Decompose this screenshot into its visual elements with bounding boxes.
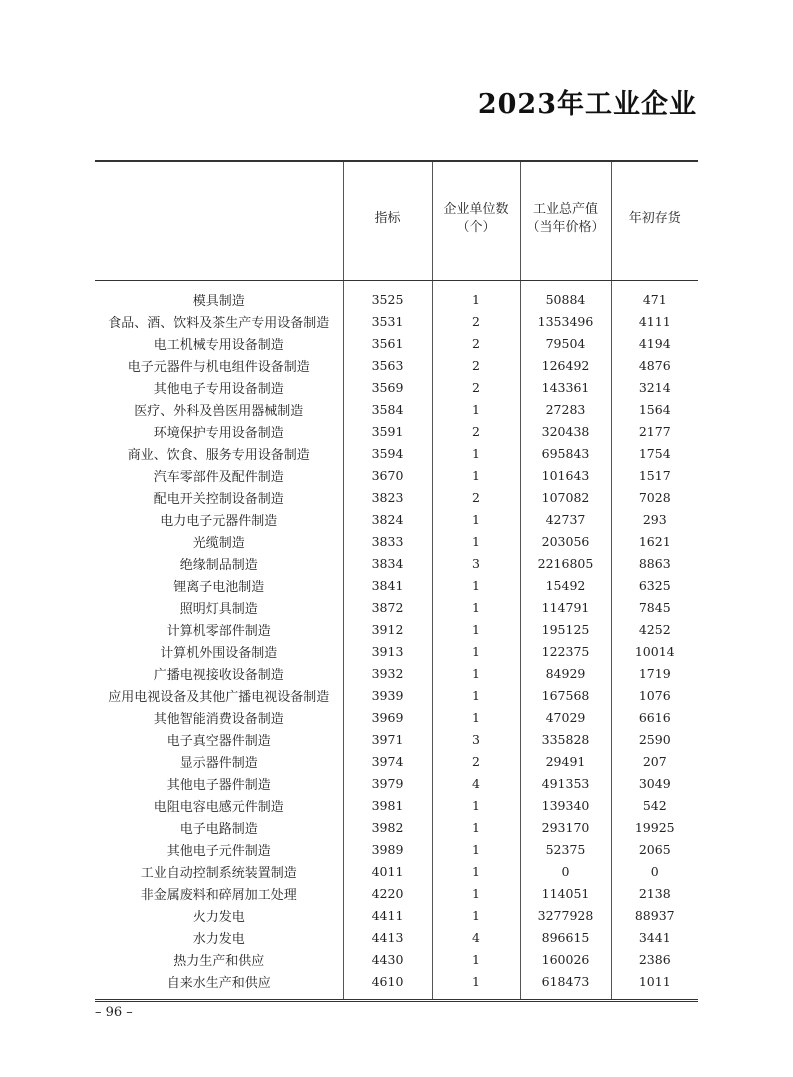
header-output-line2: （当年价格） <box>526 220 605 235</box>
row-output: 618473 <box>520 970 611 992</box>
row-output: 52375 <box>520 838 611 860</box>
row-name: 照明灯具制造 <box>179 601 258 617</box>
table-row <box>95 552 698 574</box>
row-inventory: 1517 <box>611 464 698 486</box>
row-units: 1 <box>432 640 520 662</box>
row-output: 47029 <box>520 706 611 728</box>
table-row <box>95 926 698 948</box>
table-row <box>95 882 698 904</box>
row-code: 3979 <box>343 772 432 794</box>
row-code: 3525 <box>343 288 432 310</box>
industry-table <box>95 160 698 1002</box>
table-row <box>95 728 698 750</box>
row-inventory: 4876 <box>611 354 698 376</box>
row-name: 锂离子电池制造 <box>173 579 265 595</box>
row-units: 2 <box>432 420 520 442</box>
row-output: 101643 <box>520 464 611 486</box>
row-name: 水力发电 <box>192 931 245 947</box>
row-name: 其他电子器件制造 <box>166 777 271 793</box>
row-inventory: 1011 <box>611 970 698 992</box>
page-number: – 96 – <box>95 1005 133 1020</box>
row-units: 1 <box>432 816 520 838</box>
row-code: 3982 <box>343 816 432 838</box>
row-name: 食品、酒、饮料及茶生产专用设备制造 <box>108 315 330 331</box>
row-code: 3932 <box>343 662 432 684</box>
table-row <box>95 772 698 794</box>
row-units: 1 <box>432 662 520 684</box>
row-inventory: 7028 <box>611 486 698 508</box>
header-units <box>432 161 520 281</box>
row-output: 114051 <box>520 882 611 904</box>
row-inventory: 4194 <box>611 332 698 354</box>
row-name: 光缆制造 <box>192 535 245 551</box>
row-units: 1 <box>432 860 520 882</box>
table-row <box>95 618 698 640</box>
table-row <box>95 288 698 310</box>
header-name <box>95 161 343 281</box>
row-output: 143361 <box>520 376 611 398</box>
row-inventory: 10014 <box>611 640 698 662</box>
table-row <box>95 420 698 442</box>
row-output: 42737 <box>520 508 611 530</box>
row-code: 4220 <box>343 882 432 904</box>
row-units: 1 <box>432 970 520 992</box>
row-inventory: 3049 <box>611 772 698 794</box>
row-output: 114791 <box>520 596 611 618</box>
row-output: 122375 <box>520 640 611 662</box>
table-row <box>95 948 698 970</box>
row-output: 50884 <box>520 288 611 310</box>
row-output: 896615 <box>520 926 611 948</box>
table-row <box>95 750 698 772</box>
row-name: 电子元器件与机电组件设备制造 <box>127 359 310 375</box>
row-units: 1 <box>432 288 520 310</box>
row-units: 1 <box>432 904 520 926</box>
row-output: 84929 <box>520 662 611 684</box>
row-units: 1 <box>432 398 520 420</box>
row-code: 3913 <box>343 640 432 662</box>
row-units: 1 <box>432 464 520 486</box>
header-units-line1: 企业单位数 <box>443 202 509 217</box>
row-output: 15492 <box>520 574 611 596</box>
row-units: 1 <box>432 794 520 816</box>
row-inventory: 2590 <box>611 728 698 750</box>
row-output: 139340 <box>520 794 611 816</box>
table-row <box>95 376 698 398</box>
row-code: 4011 <box>343 860 432 882</box>
row-units: 2 <box>432 750 520 772</box>
row-name: 医疗、外科及兽医用器械制造 <box>134 403 304 419</box>
row-inventory: 3441 <box>611 926 698 948</box>
row-output: 1353496 <box>520 310 611 332</box>
row-output: 126492 <box>520 354 611 376</box>
row-code: 3872 <box>343 596 432 618</box>
table-row <box>95 970 698 992</box>
row-inventory: 471 <box>611 288 698 310</box>
page-title: 2023年工业企业 <box>477 89 697 120</box>
row-units: 2 <box>432 354 520 376</box>
row-name: 热力生产和供应 <box>173 953 265 969</box>
table-row <box>95 838 698 860</box>
row-name: 商业、饮食、服务专用设备制造 <box>127 447 310 463</box>
row-name: 电力电子元器件制造 <box>160 513 278 529</box>
row-inventory: 1754 <box>611 442 698 464</box>
row-code: 3584 <box>343 398 432 420</box>
header-units-line2: （个） <box>456 220 496 235</box>
row-units: 1 <box>432 684 520 706</box>
table-row <box>95 596 698 618</box>
row-inventory: 2138 <box>611 882 698 904</box>
row-name: 模具制造 <box>192 293 245 309</box>
row-code: 3823 <box>343 486 432 508</box>
row-inventory: 7845 <box>611 596 698 618</box>
row-code: 4411 <box>343 904 432 926</box>
row-inventory: 19925 <box>611 816 698 838</box>
header-output-line1: 工业总产值 <box>532 202 598 217</box>
row-inventory: 207 <box>611 750 698 772</box>
row-name: 电工机械专用设备制造 <box>153 337 284 353</box>
row-inventory: 0 <box>611 860 698 882</box>
table-row <box>95 904 698 926</box>
row-units: 3 <box>432 728 520 750</box>
row-units: 1 <box>432 706 520 728</box>
row-units: 1 <box>432 882 520 904</box>
row-name: 计算机零部件制造 <box>166 623 271 639</box>
table-row <box>95 860 698 882</box>
row-output: 320438 <box>520 420 611 442</box>
row-inventory: 6325 <box>611 574 698 596</box>
row-name: 配电开关控制设备制造 <box>153 491 284 507</box>
row-units: 2 <box>432 332 520 354</box>
row-name: 显示器件制造 <box>179 755 258 771</box>
row-inventory: 293 <box>611 508 698 530</box>
header-code: 指标 <box>343 161 432 281</box>
header-inventory: 年初存货 <box>611 161 698 281</box>
row-units: 3 <box>432 552 520 574</box>
row-output: 695843 <box>520 442 611 464</box>
table-row <box>95 706 698 728</box>
row-units: 1 <box>432 838 520 860</box>
row-inventory: 2386 <box>611 948 698 970</box>
row-code: 3834 <box>343 552 432 574</box>
row-units: 1 <box>432 508 520 530</box>
table-row <box>95 442 698 464</box>
row-code: 3969 <box>343 706 432 728</box>
row-units: 4 <box>432 772 520 794</box>
table-row <box>95 684 698 706</box>
row-output: 491353 <box>520 772 611 794</box>
row-code: 3670 <box>343 464 432 486</box>
row-units: 2 <box>432 376 520 398</box>
header-output <box>520 161 611 281</box>
row-name: 火力发电 <box>192 909 245 925</box>
table-row <box>95 486 698 508</box>
row-code: 3591 <box>343 420 432 442</box>
row-output: 195125 <box>520 618 611 640</box>
row-code: 3981 <box>343 794 432 816</box>
table-row <box>95 310 698 332</box>
row-inventory: 1076 <box>611 684 698 706</box>
row-code: 3594 <box>343 442 432 464</box>
row-output: 203056 <box>520 530 611 552</box>
row-output: 293170 <box>520 816 611 838</box>
row-name: 环境保护专用设备制造 <box>153 425 284 441</box>
row-units: 4 <box>432 926 520 948</box>
table-row <box>95 354 698 376</box>
table-row <box>95 574 698 596</box>
row-code: 3561 <box>343 332 432 354</box>
table-row <box>95 530 698 552</box>
row-output: 79504 <box>520 332 611 354</box>
row-name: 绝缘制品制造 <box>179 557 258 573</box>
row-units: 1 <box>432 530 520 552</box>
row-inventory: 2177 <box>611 420 698 442</box>
row-name: 其他电子元件制造 <box>166 843 271 859</box>
row-units: 1 <box>432 596 520 618</box>
row-output: 2216805 <box>520 552 611 574</box>
table-row <box>95 508 698 530</box>
row-output: 167568 <box>520 684 611 706</box>
row-inventory: 8863 <box>611 552 698 574</box>
row-code: 4413 <box>343 926 432 948</box>
row-units: 2 <box>432 486 520 508</box>
row-name: 电子真空器件制造 <box>166 733 271 749</box>
row-name: 计算机外围设备制造 <box>160 645 278 661</box>
row-units: 2 <box>432 310 520 332</box>
row-code: 3824 <box>343 508 432 530</box>
row-name: 自来水生产和供应 <box>166 975 271 991</box>
row-name: 其他智能消费设备制造 <box>153 711 284 727</box>
row-output: 0 <box>520 860 611 882</box>
row-code: 3833 <box>343 530 432 552</box>
row-units: 1 <box>432 574 520 596</box>
row-units: 1 <box>432 948 520 970</box>
row-inventory: 88937 <box>611 904 698 926</box>
row-name: 电阻电容电感元件制造 <box>153 799 284 815</box>
row-units: 1 <box>432 618 520 640</box>
row-code: 3531 <box>343 310 432 332</box>
row-code: 3989 <box>343 838 432 860</box>
row-name: 汽车零部件及配件制造 <box>153 469 284 485</box>
row-name: 其他电子专用设备制造 <box>153 381 284 397</box>
row-output: 160026 <box>520 948 611 970</box>
table-row <box>95 332 698 354</box>
row-inventory: 4252 <box>611 618 698 640</box>
table-header <box>95 161 698 281</box>
row-inventory: 1621 <box>611 530 698 552</box>
table-row <box>95 794 698 816</box>
row-code: 3563 <box>343 354 432 376</box>
row-code: 4610 <box>343 970 432 992</box>
row-name: 应用电视设备及其他广播电视设备制造 <box>108 689 330 705</box>
row-name: 工业自动控制系统装置制造 <box>140 865 297 881</box>
table-row <box>95 640 698 662</box>
row-inventory: 3214 <box>611 376 698 398</box>
row-inventory: 542 <box>611 794 698 816</box>
table-row <box>95 816 698 838</box>
row-code: 3569 <box>343 376 432 398</box>
row-inventory: 2065 <box>611 838 698 860</box>
row-output: 3277928 <box>520 904 611 926</box>
table-row <box>95 398 698 420</box>
row-inventory: 6616 <box>611 706 698 728</box>
row-output: 335828 <box>520 728 611 750</box>
row-code: 3939 <box>343 684 432 706</box>
row-inventory: 1564 <box>611 398 698 420</box>
row-output: 29491 <box>520 750 611 772</box>
row-output: 27283 <box>520 398 611 420</box>
row-units: 1 <box>432 442 520 464</box>
row-inventory: 4111 <box>611 310 698 332</box>
row-code: 3912 <box>343 618 432 640</box>
row-inventory: 1719 <box>611 662 698 684</box>
row-name: 非金属废料和碎屑加工处理 <box>140 887 297 903</box>
row-code: 3971 <box>343 728 432 750</box>
row-output: 107082 <box>520 486 611 508</box>
table-row <box>95 464 698 486</box>
row-code: 4430 <box>343 948 432 970</box>
row-name: 电子电路制造 <box>179 821 258 837</box>
table-row <box>95 662 698 684</box>
row-code: 3841 <box>343 574 432 596</box>
row-code: 3974 <box>343 750 432 772</box>
row-name: 广播电视接收设备制造 <box>153 667 284 683</box>
